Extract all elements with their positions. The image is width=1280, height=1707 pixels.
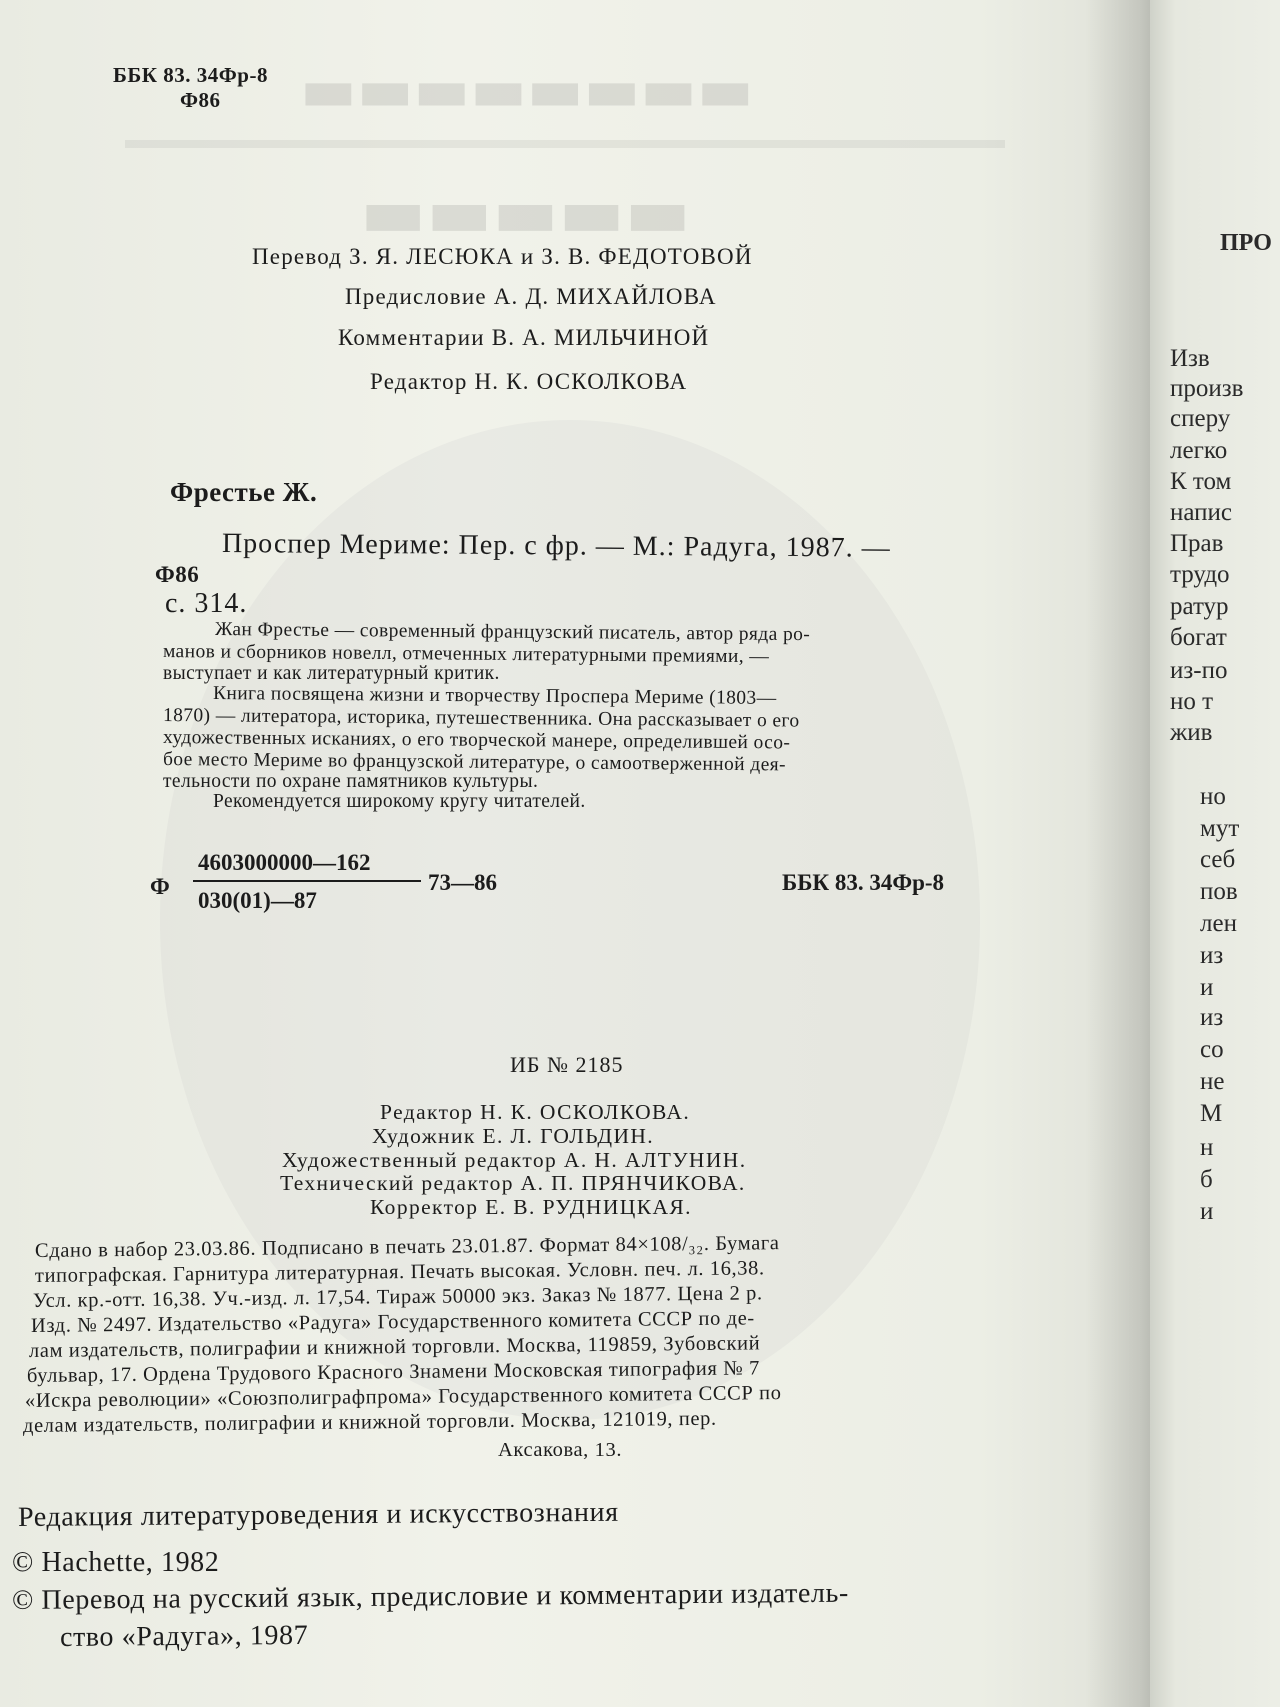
imprint-line: бульвар, 17. Ордена Трудового Красного Знамени Московская типография № 7: [26, 1357, 760, 1387]
annotation-line: Рекомендуется широкому кругу читателей.: [213, 791, 586, 812]
annotation-line: тельности по охране памятников культуры.: [163, 771, 539, 792]
imprint-line: типографская. Гарнитура литературная. Печать высокая. Условн. печ. л. 16,38.: [34, 1257, 765, 1287]
author-mark-top: Ф86: [180, 88, 221, 112]
annotation-line: манов и сборников новелл, отмеченных литературными премиями, —: [162, 641, 770, 668]
annotation-line: Жан Фрестье — современный французский писатель, автор ряда ро-: [214, 619, 811, 646]
staff-proofreader: Корректор Е. В. РУДНИЦКАЯ.: [370, 1195, 692, 1219]
adjacent-text-fragment: но: [1200, 783, 1226, 810]
index-letter: Ф: [150, 874, 170, 899]
staff-editor: Редактор Н. К. ОСКОЛКОВА.: [380, 1100, 691, 1124]
adjacent-text-fragment: жив: [1170, 719, 1213, 746]
copyright-icon: ©: [11, 1584, 35, 1616]
imprint-line: Сдано в набор 23.03.86. Подписано в печать 23.01.87. Формат 84×108/₃₂. Бумага: [34, 1232, 780, 1262]
adjacent-text-fragment: напис: [1170, 499, 1232, 526]
adjacent-text-fragment: не: [1200, 1068, 1225, 1095]
adjacent-text-fragment: б: [1200, 1166, 1213, 1193]
copyright-1-text: Hachette, 1982: [41, 1547, 220, 1578]
annotation-line: 1870) — литератора, историка, путешественника. Она рассказывает о его: [162, 705, 800, 732]
adjacent-page: [1150, 0, 1280, 1707]
index-denominator: 030(01)—87: [198, 888, 317, 913]
adjacent-text-fragment: и: [1200, 974, 1214, 1001]
adjacent-text-fragment: Изв: [1170, 345, 1210, 372]
adjacent-text-fragment: мут: [1200, 815, 1240, 842]
ib-number: ИБ № 2185: [510, 1052, 624, 1077]
adjacent-text-fragment: трудо: [1170, 561, 1230, 588]
staff-tech-editor: Технический редактор А. П. ПРЯНЧИКОВА.: [280, 1171, 746, 1195]
page-count: с. 314.: [165, 588, 248, 619]
show-through-heading: ▬▬▬▬▬: [360, 170, 691, 253]
copyright-icon: ©: [12, 1547, 34, 1578]
show-through-title: ▬▬▬▬▬▬▬▬: [300, 55, 754, 125]
imprint-line: Усл. кр.-отт. 16,38. Уч.-изд. л. 17,54. Тираж 50000 экз. Заказ № 1877. Цена 2 р.: [32, 1282, 763, 1312]
imprint-line: Изд. № 2497. Издательство «Радуга» Государственного комитета СССР по де-: [30, 1307, 755, 1337]
credit-editor: Редактор Н. К. ОСКОЛКОВА: [370, 369, 688, 394]
bbk-code-top: ББК 83. 34Фр-8: [113, 63, 268, 87]
index-suffix: 73—86: [428, 870, 497, 895]
bibliographic-line: Проспер Мериме: Пер. с фр. — М.: Радуга, 1987. —: [221, 528, 891, 564]
imprint-line: «Искра революции» «Союзполиграфпрома» Государственного комитета СССР по: [24, 1382, 782, 1412]
gutter-shadow: [1085, 0, 1150, 1707]
adjacent-text-fragment: из: [1200, 1004, 1224, 1031]
copyright-2-text: Перевод на русский язык, предисловие и комментарии издатель-: [41, 1577, 849, 1616]
adjacent-text-fragment: из: [1200, 942, 1224, 969]
catalog-author-mark: Ф86: [155, 562, 200, 587]
staff-art-editor: Художественный редактор А. Н. АЛТУНИН.: [282, 1148, 747, 1172]
annotation-line: Книга посвящена жизни и творчеству Проспера Мериме (1803—: [212, 683, 777, 709]
credit-comments: Комментарии В. А. МИЛЬЧИНОЙ: [338, 325, 710, 350]
adjacent-text-fragment: но т: [1170, 688, 1214, 715]
catalog-author: Фрестье Ж.: [170, 477, 318, 507]
adjacent-text-fragment: Прав: [1170, 530, 1224, 557]
annotation-line: бое место Мериме во французской литературе, о самоотверженной дея-: [162, 749, 787, 776]
adjacent-text-fragment: и: [1200, 1198, 1214, 1225]
copyright-1: [12, 1547, 219, 1579]
adjacent-text-fragment: н: [1200, 1134, 1214, 1161]
adjacent-text-fragment: К том: [1170, 468, 1232, 495]
adjacent-text-fragment: произв: [1170, 375, 1244, 402]
adjacent-text-fragment: пов: [1200, 878, 1238, 905]
imprint-line: делам издательств, полиграфии и книжной торговли. Москва, 121019, пер.: [22, 1407, 717, 1437]
adjacent-text-fragment: из-по: [1170, 657, 1228, 684]
annotation-line: художественных исканиях, о его творческой манере, определившей осо-: [162, 727, 791, 754]
adjacent-text-fragment: богат: [1170, 624, 1227, 651]
annotation-line: выступает и как литературный критик.: [163, 663, 500, 684]
adjacent-text-fragment: себ: [1200, 846, 1236, 873]
credit-translation: Перевод З. Я. ЛЕСЮКА и З. В. ФЕДОТОВОЙ: [252, 244, 753, 269]
copyright-2-cont: ство «Радуга», 1987: [59, 1619, 309, 1653]
fraction-bar: [193, 880, 421, 882]
adjacent-text-fragment: сперу: [1170, 405, 1231, 432]
editorial-office: Редакция литературоведения и искусствознания: [17, 1496, 619, 1533]
adjacent-text-fragment: легко: [1170, 437, 1228, 464]
imprint-line: лам издательств, полиграфии и книжной торговли. Москва, 119859, Зубовский: [28, 1332, 761, 1362]
index-numerator: 4603000000—162: [198, 850, 371, 875]
credit-preface: Предисловие А. Д. МИХАЙЛОВА: [345, 284, 717, 309]
adjacent-text-fragment: М: [1200, 1100, 1223, 1127]
imprint-line: Аксакова, 13.: [498, 1439, 623, 1461]
adjacent-text-fragment: со: [1200, 1036, 1224, 1063]
staff-artist: Художник Е. Л. ГОЛЬДИН.: [372, 1124, 655, 1148]
adjacent-heading: ПРО: [1220, 230, 1272, 256]
adjacent-text-fragment: ратур: [1170, 593, 1229, 620]
show-through-rule: [125, 140, 1005, 148]
bbk-code-bottom: ББК 83. 34Фр-8: [782, 870, 945, 895]
adjacent-text-fragment: лен: [1200, 910, 1237, 937]
copyright-2: [12, 1578, 849, 1617]
